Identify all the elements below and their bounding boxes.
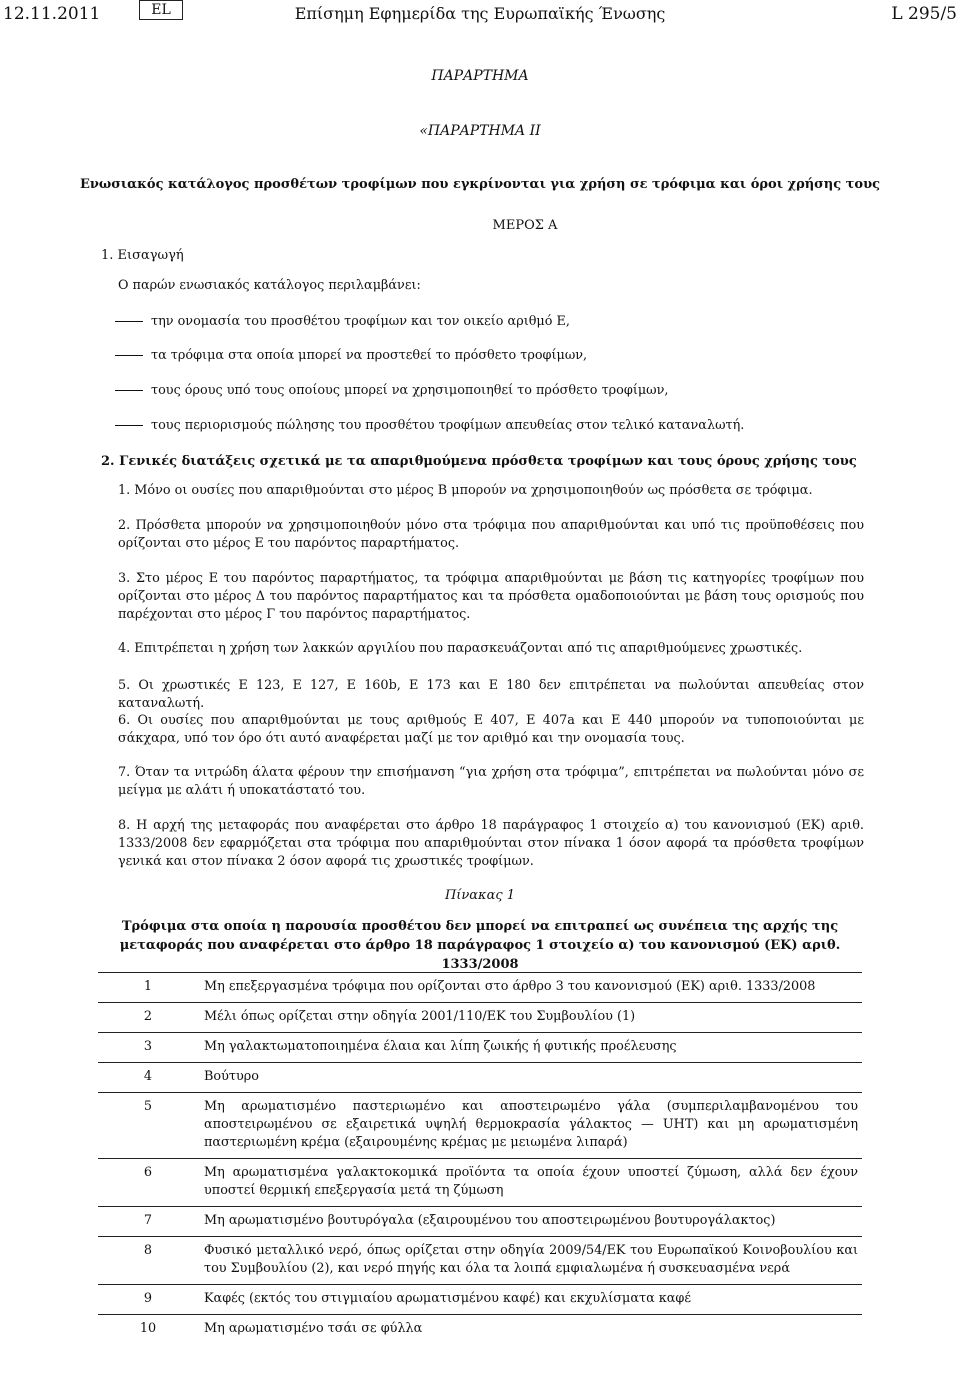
dash-mark [115, 390, 143, 391]
paragraph-7: 7. Όταν τα νιτρώδη άλατα φέρουν την επισήμανση “για χρήση στα τρόφιμα”, επιτρέπεται να πωλούνται μόνο σε μείγμα με αλάτι ή υποκατάστατό του. [118, 765, 864, 798]
paragraph-6: 6. Οι ουσίες που απαριθμούνται με τους αριθμούς Ε 407, Ε 407a και Ε 440 μπορούν να τυποποιούνται με σάκχαρα, υπό τον όρο ότι αυτό αναφέρεται μαζί με τον αριθμό και την ονομασία τους. [118, 713, 864, 746]
publication-date: 12.11.2011 [3, 4, 101, 24]
table-row: 10 Μη αρωματισμένο τσάι σε φύλλα [98, 1315, 862, 1345]
table-row: 6 Μη αρωματισμένα γαλακτοκομικά προϊόντα τα οποία έχουν υποστεί ζύμωση, αλλά δεν έχουν υποστεί θερμική επεξεργασία μετά τη ζύμωση [98, 1159, 862, 1207]
list-item: την ονομασία του προσθέτου τροφίμων και τον οικείο αριθμό Ε, [115, 314, 570, 329]
paragraph-8: 8. Η αρχή της μεταφοράς που αναφέρεται στο άρθρο 18 παράγραφος 1 στοιχείο α) του κανονισμού (ΕΚ) αριθ. 1333/2008 δεν εφαρμόζεται στα τρόφιμα που απαριθμούνται στον πίνακα 1 όσον αφορά τα πρόσθετα τροφίμων γενικά και στον πίνακα 2 όσον αφορά τις χρωστικές τροφίμων. [118, 818, 864, 869]
paragraph-2: 2. Πρόσθετα μπορούν να χρησιμοποιηθούν μόνο στα τρόφιμα που απαριθμούνται και υπό τις προϋποθέσεις που ορίζονται στο μέρος Ε του παρόντος παραρτήματος. [118, 518, 864, 551]
paragraph-1: 1. Μόνο οι ουσίες που απαριθμούνται στο μέρος Β μπορούν να χρησιμοποιηθούν ως πρόσθετα σε τρόφιμα. [118, 483, 813, 498]
part-a-heading: ΜΕΡΟΣ Α [492, 218, 558, 233]
table-row: 4 Βούτυρο [98, 1063, 862, 1093]
table-row: 3 Μη γαλακτωματοποιημένα έλαια και λίπη ζωικής ή φυτικής προέλευσης [98, 1033, 862, 1063]
table-row: 2 Μέλι όπως ορίζεται στην οδηγία 2001/110/ΕΚ του Συμβουλίου (1) [98, 1003, 862, 1033]
page-header [0, 0, 960, 30]
dash-mark [115, 425, 143, 426]
document-title: Ενωσιακός κατάλογος προσθέτων τροφίμων που εγκρίνονται για χρήση σε τρόφιμα και όροι χρήσης τους [79, 177, 881, 192]
table-row: 9 Καφές (εκτός του στιγμιαίου αρωματισμένου καφέ) και εκχυλίσματα καφέ [98, 1285, 862, 1315]
table-row: 1 Μη επεξεργασμένα τρόφιμα που ορίζονται στο άρθρο 3 του κανονισμού (ΕΚ) αριθ. 1333/2008 [98, 973, 862, 1003]
table-1 [98, 972, 862, 1344]
paragraph-4: 4. Επιτρέπεται η χρήση των λακκών αργιλίου που παρασκευάζονται από τις απαριθμούμενες χρωστικές. [118, 641, 803, 656]
list-item: τους όρους υπό τους οποίους μπορεί να χρησιμοποιηθεί το πρόσθετο τροφίμων, [115, 383, 668, 398]
language-badge: EL [139, 0, 183, 20]
annex-heading: ΠΑΡΑΡΤΗΜΑ [431, 68, 529, 84]
table-row: 8 Φυσικό μεταλλικό νερό, όπως ορίζεται στην οδηγία 2009/54/ΕΚ του Ευρωπαϊκού Κοινοβουλίου και του Συμβουλίου (2), και νερό πηγής και όλα τα λοιπά εμφιαλωμένα ή συσκευασμένα νερά [98, 1237, 862, 1285]
page-number: L 295/5 [891, 4, 957, 24]
list-item: τα τρόφιμα στα οποία μπορεί να προστεθεί το πρόσθετο τροφίμων, [115, 348, 587, 363]
section-1-intro: Ο παρών ενωσιακός κατάλογος περιλαμβάνει: [118, 278, 421, 293]
list-item: τους περιορισμούς πώλησης του προσθέτου τροφίμων απευθείας στον τελικό καταναλωτή. [115, 418, 744, 433]
section-1-heading: 1. Εισαγωγή [101, 248, 184, 263]
paragraph-5: 5. Οι χρωστικές Ε 123, Ε 127, Ε 160b, Ε 173 και Ε 180 δεν επιτρέπεται να πωλούνται απευθείας στον καταναλωτή. [118, 678, 864, 711]
annex-ii-heading: «ΠΑΡΑΡΤΗΜΑ II [419, 123, 541, 139]
journal-title: Επίσημη Εφημερίδα της Ευρωπαϊκής Ένωσης [294, 4, 666, 23]
dash-mark [115, 355, 143, 356]
paragraph-3: 3. Στο μέρος Ε του παρόντος παραρτήματος, τα τρόφιμα απαριθμούνται με βάση τις κατηγορίες τροφίμων που ορίζονται στο μέρος Δ του παρόντος παραρτήματος και τα πρόσθετα ομαδοποιούνται με βάση τους ορισμούς που παρέχονται στο μέρος Γ του παρόντος παραρτήματος. [118, 571, 864, 622]
section-2-heading: 2. Γενικές διατάξεις σχετικά με τα απαριθμούμενα πρόσθετα τροφίμων και τους όρους χρήσης τους [101, 454, 857, 469]
dash-mark [115, 321, 143, 322]
table-row: 7 Μη αρωματισμένο βουτυρόγαλα (εξαιρουμένου του αποστειρωμένου βουτυρογάλακτος) [98, 1207, 862, 1237]
table-1-title: Τρόφιμα στα οποία η παρουσία προσθέτου δεν μπορεί να επιτραπεί ως συνέπεια της αρχής της μεταφοράς που αναφέρεται στο άρθρο 18 παράγραφος 1 στοιχείο α) του κανονισμού (ΕΚ) αριθ. 1333/2008 [119, 919, 841, 972]
table-row: 5 Μη αρωματισμένο παστεριωμένο και αποστειρωμένο γάλα (συμπεριλαμβανομένου του αποστειρωμένου σε εξαιρετικά υψηλή θερμοκρασία γάλακτος — UHT) και μη αρωματισμένη παστεριωμένη κρέμα (εξαιρουμένης κρέμας με μειωμένα λιπαρά) [98, 1093, 862, 1159]
table-1-caption: Πίνακας 1 [444, 888, 516, 903]
